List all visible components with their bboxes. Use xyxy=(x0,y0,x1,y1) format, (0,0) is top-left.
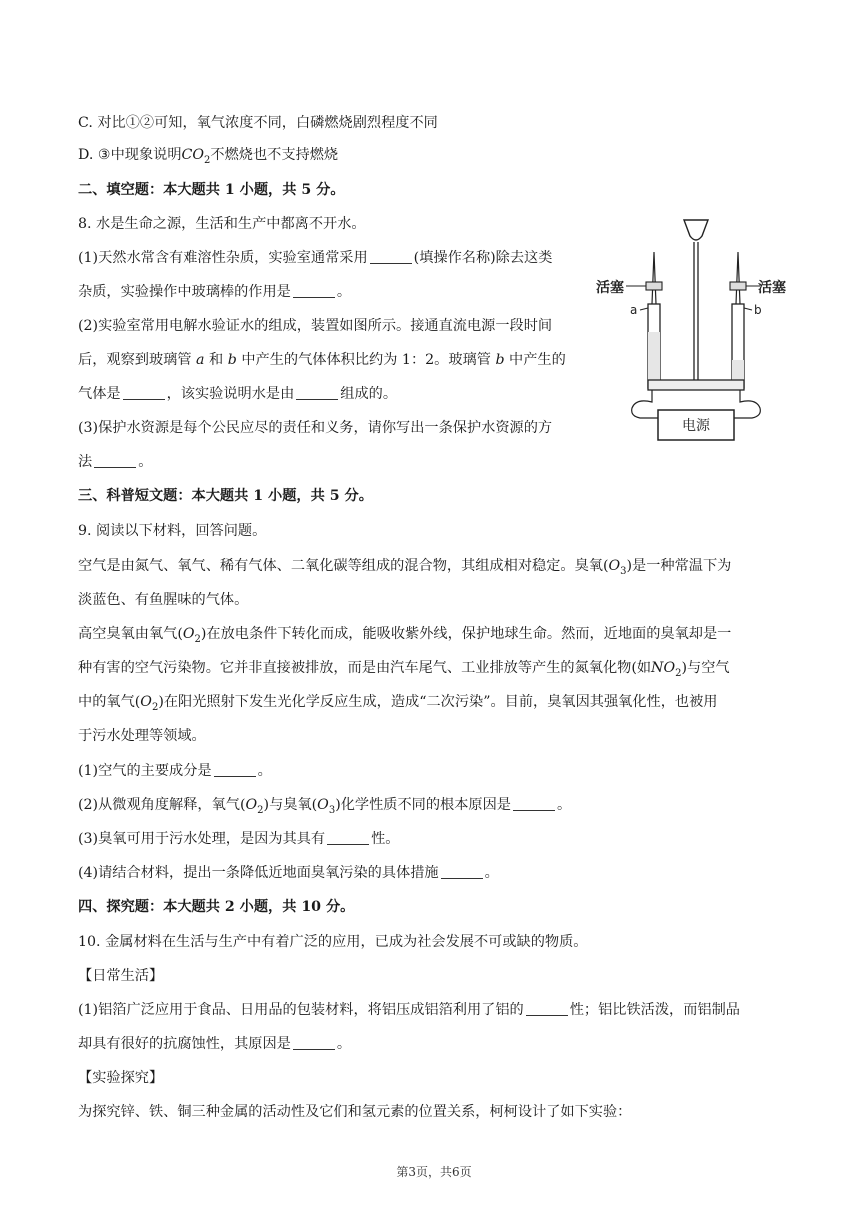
answer-blank[interactable] xyxy=(214,762,256,777)
text: 组成的。 xyxy=(340,386,398,402)
tube-a-label: a xyxy=(630,303,638,317)
subheading-daily-life: 【日常生活】 xyxy=(78,968,164,984)
text: 杂质，实验操作中玻璃棒的作用是 xyxy=(78,284,291,300)
q8-part3-line2 xyxy=(78,452,152,472)
text: 气体是 xyxy=(78,386,121,402)
text: 却具有很好的抗腐蚀性，其原因是 xyxy=(78,1036,291,1052)
wire-left xyxy=(632,390,658,418)
stopcock-right-icon xyxy=(730,282,746,290)
pointer-line xyxy=(744,308,752,310)
text: )与臭氧( xyxy=(263,797,318,813)
formula: CO xyxy=(181,147,205,163)
text: 和 xyxy=(209,352,224,368)
answer-blank[interactable] xyxy=(441,864,483,879)
section-heading-4: 四、探究题：本大题共 2 小题，共 10 分。 xyxy=(78,899,355,915)
passage-p2-line4: 于污水处理等领域。 xyxy=(78,728,206,744)
stopcock-right-label: 活塞 xyxy=(758,280,786,296)
tube-b-label: b xyxy=(754,303,762,317)
question-8: 8. 水是生命之源，生活和生产中都离不开水。 xyxy=(78,216,366,232)
text: 性。 xyxy=(371,831,400,847)
text: 中的氧气( xyxy=(78,694,141,710)
funnel-icon xyxy=(684,220,708,240)
electrolysis-apparatus-diagram xyxy=(596,212,796,452)
passage-p2-line1 xyxy=(78,624,731,650)
q8-part2-line3 xyxy=(78,384,397,404)
q9-part2 xyxy=(78,795,571,821)
q8-part2-line1: (2)实验室常用电解水验证水的组成，装置如图所示。接通直流电源一段时间 xyxy=(78,318,553,334)
connecting-tube xyxy=(648,380,744,390)
text: 。 xyxy=(257,763,272,779)
q10-part1-line1 xyxy=(78,1000,740,1020)
answer-blank[interactable] xyxy=(526,1001,568,1016)
text: 。 xyxy=(138,454,153,470)
tube-a-tip xyxy=(652,252,656,304)
text: 空气是由氮气、氧气、稀有气体、二氧化碳等组成的混合物，其组成相对稳定。臭氧( xyxy=(78,558,609,574)
subscript: 2 xyxy=(257,804,264,816)
text: 不燃烧也不支持燃烧 xyxy=(210,147,339,163)
tube-b-ref: b xyxy=(227,352,237,368)
tube-a-ref: a xyxy=(196,352,205,368)
formula: O xyxy=(140,694,152,710)
q10-part1-line2 xyxy=(78,1034,351,1054)
q8-part2-line2 xyxy=(78,350,566,370)
text: 性；铝比铁活泼，而铝制品 xyxy=(569,1002,740,1018)
text: 高空臭氧由氧气( xyxy=(78,626,183,642)
subscript: 2 xyxy=(194,633,201,645)
passage-p1-line1 xyxy=(78,556,731,582)
text: )在阳光照射下发生光化学反应生成，造成“二次污染”。目前，臭氧因其强氧化性，也被用 xyxy=(158,694,718,710)
subscript: 2 xyxy=(675,667,682,679)
wire-right xyxy=(734,390,760,418)
q9-part3 xyxy=(78,829,400,849)
answer-blank[interactable] xyxy=(293,1035,335,1050)
formula: NO xyxy=(651,660,676,676)
text: (4)请结合材料，提出一条降低近地面臭氧污染的具体措施 xyxy=(78,865,439,881)
text: (1)空气的主要成分是 xyxy=(78,763,212,779)
tube-b-tip xyxy=(736,252,740,304)
text: )是一种常温下为 xyxy=(626,558,732,574)
stopcock-left-label: 活塞 xyxy=(596,280,624,296)
text: )在放电条件下转化而成，能吸收紫外线，保护地球生命。然而，近地面的臭氧却是一 xyxy=(200,626,732,642)
section-heading-2: 二、填空题：本大题共 1 小题，共 5 分。 xyxy=(78,182,345,198)
text: (填操作名称)除去这类 xyxy=(413,250,553,266)
text: 中产生的 xyxy=(509,352,566,368)
answer-blank[interactable] xyxy=(123,385,165,400)
pointer-line xyxy=(640,308,648,310)
text: 。 xyxy=(556,797,572,813)
formula: O xyxy=(608,558,621,574)
text: 。 xyxy=(336,284,352,300)
q9-part1 xyxy=(78,761,272,781)
answer-blank[interactable] xyxy=(94,453,136,468)
tube-b-ref: b xyxy=(495,352,505,368)
text: 。 xyxy=(484,865,499,881)
option-c: C. 对比①②可知，氧气浓度不同，白磷燃烧剧烈程度不同 xyxy=(78,115,438,131)
answer-blank[interactable] xyxy=(327,830,369,845)
passage-p2-line2 xyxy=(78,658,730,684)
text: D. ③中现象说明 xyxy=(78,147,182,163)
experiment-intro: 为探究锌、铁、铜三种金属的活动性及它们和氢元素的位置关系，柯柯设计了如下实验： xyxy=(78,1104,632,1120)
power-supply-label: 电源 xyxy=(682,418,710,434)
text: 法 xyxy=(78,454,93,470)
subscript: 2 xyxy=(151,701,159,713)
text: 后，观察到玻璃管 xyxy=(78,352,192,368)
q8-part3-line1: (3)保护水资源是每个公民应尽的责任和义务，请你写出一条保护水资源的方 xyxy=(78,420,553,436)
text: 。 xyxy=(336,1036,352,1052)
text: (1)天然水常含有难溶性杂质，实验室通常采用 xyxy=(78,250,368,266)
subscript: 2 xyxy=(204,154,211,166)
stopcock-left-icon xyxy=(646,282,662,290)
subscript: 3 xyxy=(620,565,627,577)
text: )化学性质不同的根本原因是 xyxy=(335,797,511,813)
formula: O xyxy=(245,797,258,813)
answer-blank[interactable] xyxy=(293,283,335,298)
formula: O xyxy=(317,797,329,813)
answer-blank[interactable] xyxy=(513,796,555,811)
text: ，该实验说明水是由 xyxy=(166,386,295,402)
text: (1)铝箔广泛应用于食品、日用品的包装材料，将铝压成铝箔利用了铝的 xyxy=(78,1002,524,1018)
text: (2)从微观角度解释，氧气( xyxy=(78,797,246,813)
text: )与空气 xyxy=(681,660,730,676)
question-9: 9. 阅读以下材料，回答问题。 xyxy=(78,523,267,539)
question-10: 10. 金属材料在生活与生产中有着广泛的应用，已成为社会发展不可或缺的物质。 xyxy=(78,934,588,950)
subheading-experiment: 【实验探究】 xyxy=(78,1070,164,1086)
passage-p1-line2: 淡蓝色、有鱼腥味的气体。 xyxy=(78,592,249,608)
page-footer: 第3页，共6页 xyxy=(396,1165,472,1179)
subscript: 3 xyxy=(328,804,336,816)
text: 种有害的空气污染物。它并非直接被排放，而是由汽车尾气、工业排放等产生的氮氧化物(如 xyxy=(78,660,652,676)
q8-part1-line2 xyxy=(78,282,351,302)
passage-p2-line3 xyxy=(78,692,717,718)
q8-part1-line1 xyxy=(78,248,552,268)
section-heading-3: 三、科普短文题：本大题共 1 小题，共 5 分。 xyxy=(78,488,373,504)
option-d xyxy=(78,145,338,171)
q9-part4 xyxy=(78,863,499,883)
text: (3)臭氧可用于污水处理，是因为其具有 xyxy=(78,831,326,847)
formula: O xyxy=(182,626,195,642)
answer-blank[interactable] xyxy=(296,385,338,400)
text: 中产生的气体体积比约为 1：2。玻璃管 xyxy=(241,352,491,368)
answer-blank[interactable] xyxy=(370,249,412,264)
